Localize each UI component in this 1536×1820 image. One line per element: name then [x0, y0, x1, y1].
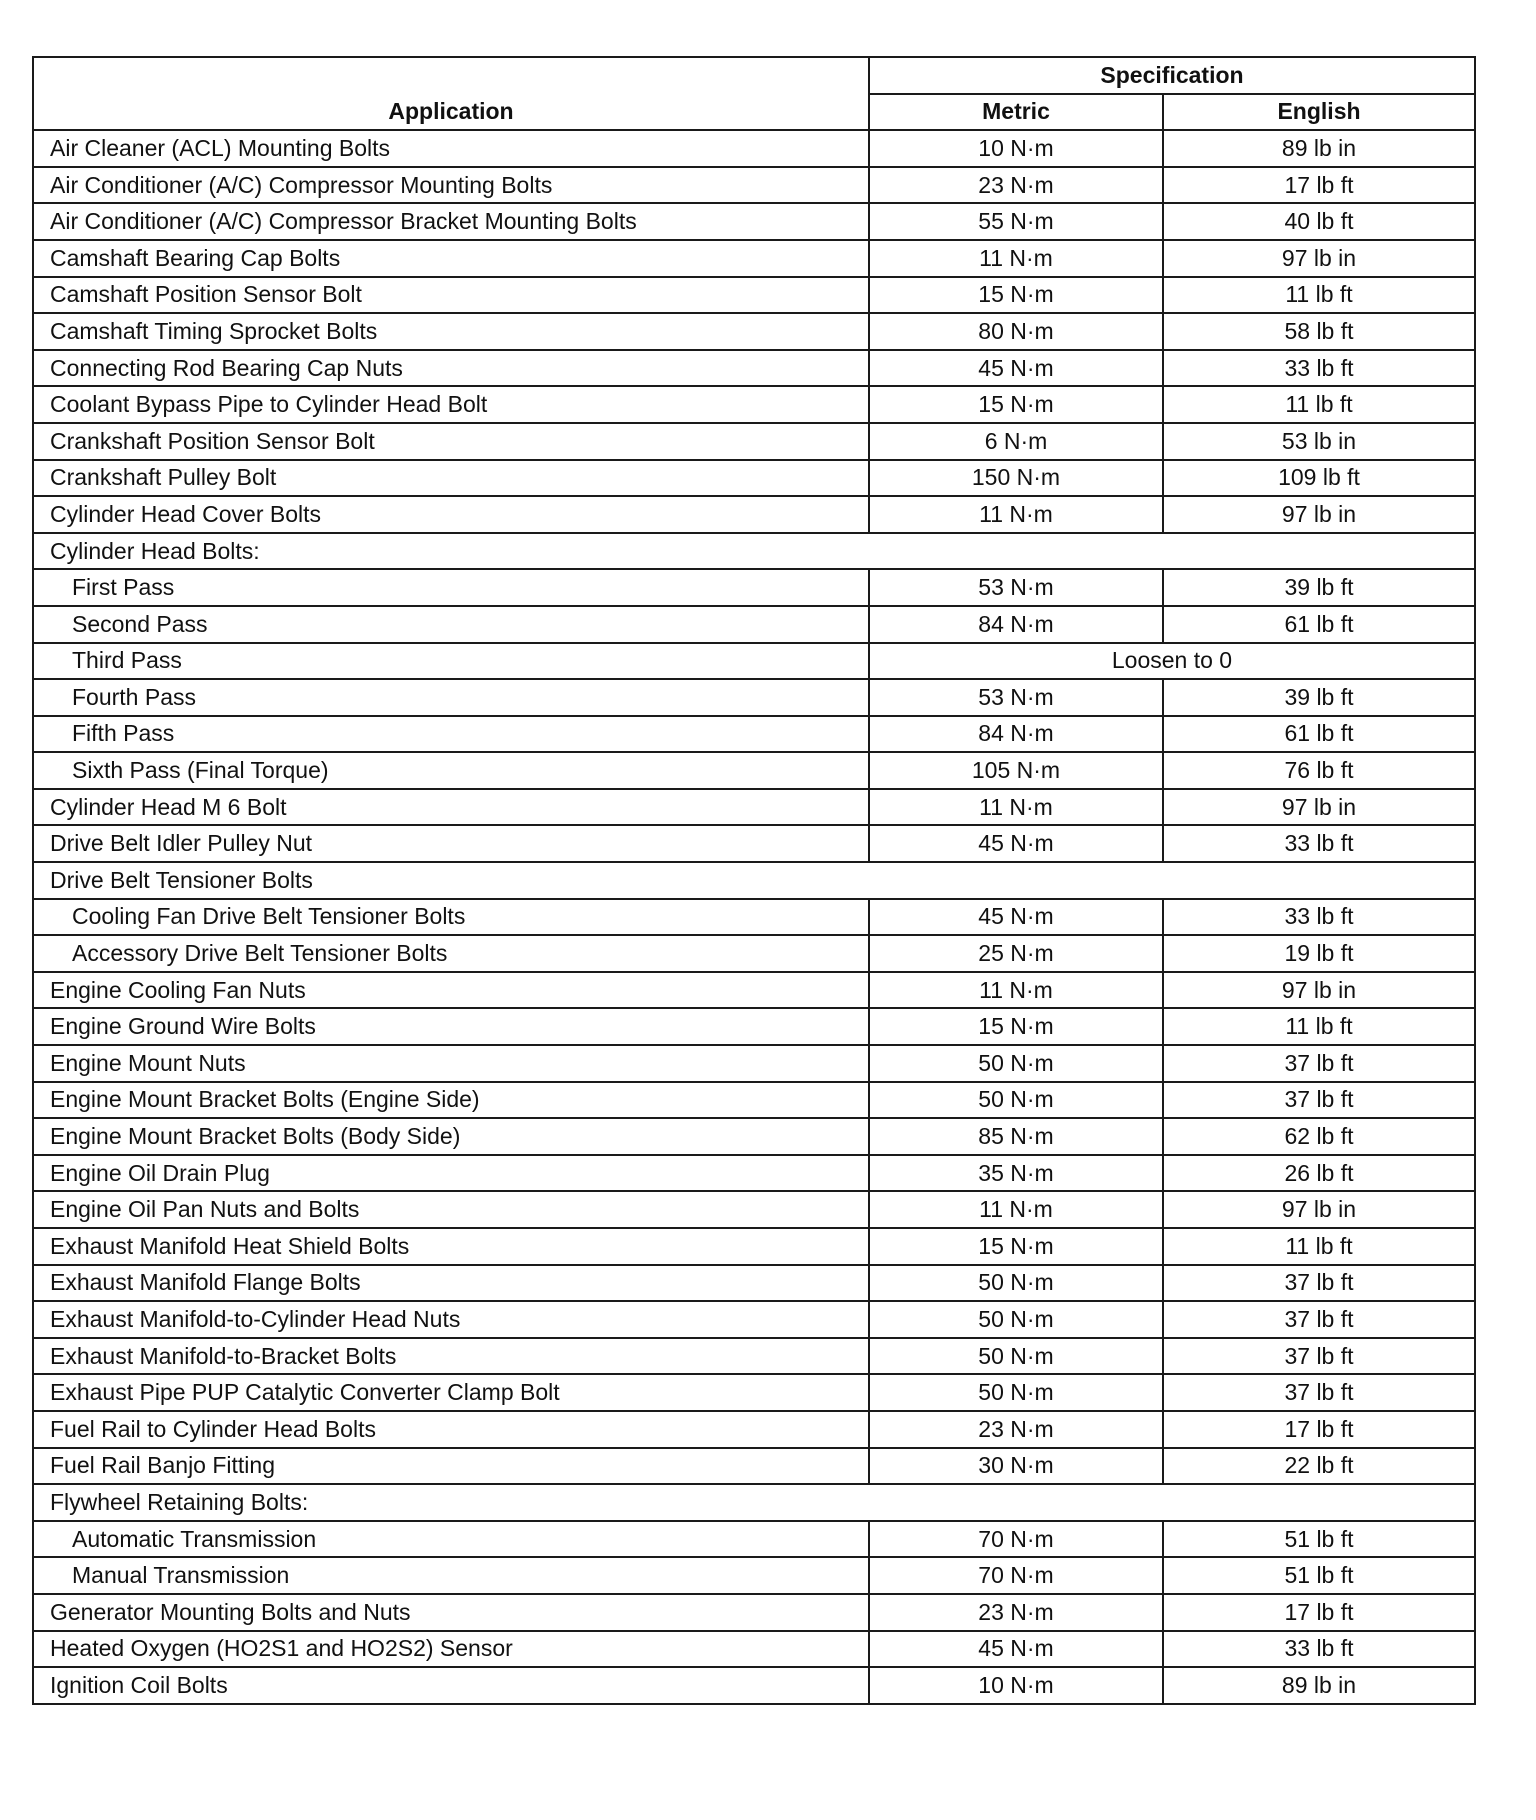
- metric-cell: 85 N·m: [869, 1118, 1163, 1155]
- table-row: [33, 899, 1475, 936]
- metric-cell: 23 N·m: [869, 167, 1163, 204]
- application-cell: Sixth Pass (Final Torque): [33, 752, 869, 789]
- metric-cell: 150 N·m: [869, 460, 1163, 497]
- table-group-row: [33, 1484, 1475, 1521]
- table-row: [33, 1594, 1475, 1631]
- english-cell: 89 lb in: [1163, 1667, 1475, 1704]
- metric-cell: 11 N·m: [869, 496, 1163, 533]
- torque-spec-table: [32, 56, 1476, 1705]
- application-cell: Exhaust Manifold Heat Shield Bolts: [33, 1228, 869, 1265]
- application-cell: Exhaust Manifold-to-Cylinder Head Nuts: [33, 1301, 869, 1338]
- metric-cell: 50 N·m: [869, 1338, 1163, 1375]
- application-cell: Exhaust Pipe PUP Catalytic Converter Clamp Bolt: [33, 1374, 869, 1411]
- table-row: [33, 935, 1475, 972]
- metric-cell: 35 N·m: [869, 1155, 1163, 1192]
- table-row: [33, 1228, 1475, 1265]
- spec-value-cell: Loosen to 0: [869, 643, 1475, 680]
- application-cell: Second Pass: [33, 606, 869, 643]
- metric-cell: 45 N·m: [869, 899, 1163, 936]
- english-cell: 97 lb in: [1163, 1191, 1475, 1228]
- metric-cell: 50 N·m: [869, 1374, 1163, 1411]
- application-cell: Engine Cooling Fan Nuts: [33, 972, 869, 1009]
- metric-cell: 45 N·m: [869, 825, 1163, 862]
- table-row: [33, 1082, 1475, 1119]
- metric-cell: 45 N·m: [869, 1631, 1163, 1668]
- english-cell: 61 lb ft: [1163, 606, 1475, 643]
- application-cell: Crankshaft Pulley Bolt: [33, 460, 869, 497]
- metric-cell: 30 N·m: [869, 1448, 1163, 1485]
- table-row: [33, 423, 1475, 460]
- english-cell: 62 lb ft: [1163, 1118, 1475, 1155]
- application-cell: Exhaust Manifold Flange Bolts: [33, 1265, 869, 1302]
- application-cell: Cylinder Head M 6 Bolt: [33, 789, 869, 826]
- metric-cell: 50 N·m: [869, 1082, 1163, 1119]
- metric-cell: 70 N·m: [869, 1521, 1163, 1558]
- metric-cell: 11 N·m: [869, 789, 1163, 826]
- table-group-row: [33, 533, 1475, 570]
- metric-cell: 10 N·m: [869, 130, 1163, 167]
- application-cell: Cooling Fan Drive Belt Tensioner Bolts: [33, 899, 869, 936]
- application-cell: Camshaft Position Sensor Bolt: [33, 277, 869, 314]
- english-cell: 40 lb ft: [1163, 203, 1475, 240]
- table-row: [33, 1301, 1475, 1338]
- metric-cell: 50 N·m: [869, 1045, 1163, 1082]
- metric-cell: 15 N·m: [869, 1008, 1163, 1045]
- english-cell: 89 lb in: [1163, 130, 1475, 167]
- application-cell: Manual Transmission: [33, 1557, 869, 1594]
- application-cell: Engine Oil Drain Plug: [33, 1155, 869, 1192]
- application-cell: Fifth Pass: [33, 716, 869, 753]
- english-cell: 58 lb ft: [1163, 313, 1475, 350]
- english-cell: 22 lb ft: [1163, 1448, 1475, 1485]
- metric-cell: 15 N·m: [869, 386, 1163, 423]
- application-cell: Air Conditioner (A/C) Compressor Mounting Bolts: [33, 167, 869, 204]
- english-cell: 97 lb in: [1163, 972, 1475, 1009]
- english-cell: 97 lb in: [1163, 496, 1475, 533]
- application-cell: Automatic Transmission: [33, 1521, 869, 1558]
- table-row: [33, 1045, 1475, 1082]
- application-cell: Coolant Bypass Pipe to Cylinder Head Bolt: [33, 386, 869, 423]
- application-cell: Exhaust Manifold-to-Bracket Bolts: [33, 1338, 869, 1375]
- table-body: [33, 130, 1475, 1704]
- english-header: English: [1163, 94, 1475, 131]
- table-row: [33, 167, 1475, 204]
- english-cell: 109 lb ft: [1163, 460, 1475, 497]
- table-row: [33, 1374, 1475, 1411]
- table-row: [33, 643, 1475, 680]
- table-row: [33, 752, 1475, 789]
- group-spacer: [869, 862, 1475, 899]
- application-cell: Third Pass: [33, 643, 869, 680]
- english-cell: 11 lb ft: [1163, 386, 1475, 423]
- metric-cell: 15 N·m: [869, 1228, 1163, 1265]
- metric-cell: 70 N·m: [869, 1557, 1163, 1594]
- table-row: [33, 716, 1475, 753]
- metric-cell: 11 N·m: [869, 972, 1163, 1009]
- english-cell: 17 lb ft: [1163, 1594, 1475, 1631]
- group-label: Cylinder Head Bolts:: [33, 533, 869, 570]
- metric-cell: 105 N·m: [869, 752, 1163, 789]
- application-cell: Camshaft Bearing Cap Bolts: [33, 240, 869, 277]
- application-cell: Cylinder Head Cover Bolts: [33, 496, 869, 533]
- table-row: [33, 386, 1475, 423]
- english-cell: 97 lb in: [1163, 789, 1475, 826]
- table-row: [33, 1118, 1475, 1155]
- table-row: [33, 1155, 1475, 1192]
- table-row: [33, 1448, 1475, 1485]
- application-cell: Ignition Coil Bolts: [33, 1667, 869, 1704]
- english-cell: 19 lb ft: [1163, 935, 1475, 972]
- english-cell: 33 lb ft: [1163, 899, 1475, 936]
- english-cell: 37 lb ft: [1163, 1082, 1475, 1119]
- english-cell: 33 lb ft: [1163, 1631, 1475, 1668]
- english-cell: 33 lb ft: [1163, 825, 1475, 862]
- english-cell: 17 lb ft: [1163, 167, 1475, 204]
- application-cell: Accessory Drive Belt Tensioner Bolts: [33, 935, 869, 972]
- english-cell: 97 lb in: [1163, 240, 1475, 277]
- application-cell: Fuel Rail to Cylinder Head Bolts: [33, 1411, 869, 1448]
- table-row: [33, 350, 1475, 387]
- table-row: [33, 972, 1475, 1009]
- table-row: [33, 460, 1475, 497]
- application-cell: Engine Mount Nuts: [33, 1045, 869, 1082]
- metric-cell: 15 N·m: [869, 277, 1163, 314]
- application-cell: Fuel Rail Banjo Fitting: [33, 1448, 869, 1485]
- table-row: [33, 569, 1475, 606]
- metric-cell: 53 N·m: [869, 569, 1163, 606]
- application-cell: Connecting Rod Bearing Cap Nuts: [33, 350, 869, 387]
- application-cell: Heated Oxygen (HO2S1 and HO2S2) Sensor: [33, 1631, 869, 1668]
- english-cell: 37 lb ft: [1163, 1374, 1475, 1411]
- metric-cell: 80 N·m: [869, 313, 1163, 350]
- table-header: [33, 57, 1475, 130]
- english-cell: 11 lb ft: [1163, 1228, 1475, 1265]
- metric-cell: 84 N·m: [869, 606, 1163, 643]
- application-cell: First Pass: [33, 569, 869, 606]
- english-cell: 51 lb ft: [1163, 1557, 1475, 1594]
- table-row: [33, 789, 1475, 826]
- application-cell: Engine Mount Bracket Bolts (Body Side): [33, 1118, 869, 1155]
- metric-cell: 11 N·m: [869, 1191, 1163, 1228]
- english-cell: 39 lb ft: [1163, 679, 1475, 716]
- application-cell: Engine Oil Pan Nuts and Bolts: [33, 1191, 869, 1228]
- metric-cell: 6 N·m: [869, 423, 1163, 460]
- english-cell: 61 lb ft: [1163, 716, 1475, 753]
- metric-cell: 55 N·m: [869, 203, 1163, 240]
- table-row: [33, 277, 1475, 314]
- table-row: [33, 1265, 1475, 1302]
- metric-cell: 50 N·m: [869, 1301, 1163, 1338]
- metric-cell: 23 N·m: [869, 1411, 1163, 1448]
- table-row: [33, 130, 1475, 167]
- application-cell: Engine Ground Wire Bolts: [33, 1008, 869, 1045]
- table-row: [33, 1191, 1475, 1228]
- metric-cell: 23 N·m: [869, 1594, 1163, 1631]
- english-cell: 39 lb ft: [1163, 569, 1475, 606]
- table-row: [33, 1521, 1475, 1558]
- table-row: [33, 1631, 1475, 1668]
- table-row: [33, 496, 1475, 533]
- metric-cell: 25 N·m: [869, 935, 1163, 972]
- table-row: [33, 313, 1475, 350]
- metric-cell: 10 N·m: [869, 1667, 1163, 1704]
- english-cell: 17 lb ft: [1163, 1411, 1475, 1448]
- english-cell: 11 lb ft: [1163, 277, 1475, 314]
- english-cell: 37 lb ft: [1163, 1338, 1475, 1375]
- english-cell: 37 lb ft: [1163, 1265, 1475, 1302]
- application-cell: Fourth Pass: [33, 679, 869, 716]
- table-row: [33, 240, 1475, 277]
- metric-cell: 84 N·m: [869, 716, 1163, 753]
- application-header: Application: [33, 57, 869, 130]
- group-label: Drive Belt Tensioner Bolts: [33, 862, 869, 899]
- english-cell: 53 lb in: [1163, 423, 1475, 460]
- table-row: [33, 1008, 1475, 1045]
- english-cell: 11 lb ft: [1163, 1008, 1475, 1045]
- table-row: [33, 203, 1475, 240]
- english-cell: 37 lb ft: [1163, 1301, 1475, 1338]
- group-spacer: [869, 1484, 1475, 1521]
- metric-cell: 53 N·m: [869, 679, 1163, 716]
- application-cell: Crankshaft Position Sensor Bolt: [33, 423, 869, 460]
- table-row: [33, 679, 1475, 716]
- english-cell: 33 lb ft: [1163, 350, 1475, 387]
- metric-header: Metric: [869, 94, 1163, 131]
- table-row: [33, 606, 1475, 643]
- english-cell: 51 lb ft: [1163, 1521, 1475, 1558]
- group-spacer: [869, 533, 1475, 570]
- table-row: [33, 825, 1475, 862]
- group-label: Flywheel Retaining Bolts:: [33, 1484, 869, 1521]
- application-cell: Generator Mounting Bolts and Nuts: [33, 1594, 869, 1631]
- application-cell: Air Conditioner (A/C) Compressor Bracket Mounting Bolts: [33, 203, 869, 240]
- metric-cell: 11 N·m: [869, 240, 1163, 277]
- table-row: [33, 1411, 1475, 1448]
- application-cell: Drive Belt Idler Pulley Nut: [33, 825, 869, 862]
- metric-cell: 45 N·m: [869, 350, 1163, 387]
- english-cell: 37 lb ft: [1163, 1045, 1475, 1082]
- english-cell: 26 lb ft: [1163, 1155, 1475, 1192]
- application-cell: Camshaft Timing Sprocket Bolts: [33, 313, 869, 350]
- english-cell: 76 lb ft: [1163, 752, 1475, 789]
- table-group-row: [33, 862, 1475, 899]
- metric-cell: 50 N·m: [869, 1265, 1163, 1302]
- application-cell: Engine Mount Bracket Bolts (Engine Side): [33, 1082, 869, 1119]
- table-row: [33, 1557, 1475, 1594]
- application-cell: Air Cleaner (ACL) Mounting Bolts: [33, 130, 869, 167]
- table-row: [33, 1667, 1475, 1704]
- specification-header: Specification: [869, 57, 1475, 94]
- table-row: [33, 1338, 1475, 1375]
